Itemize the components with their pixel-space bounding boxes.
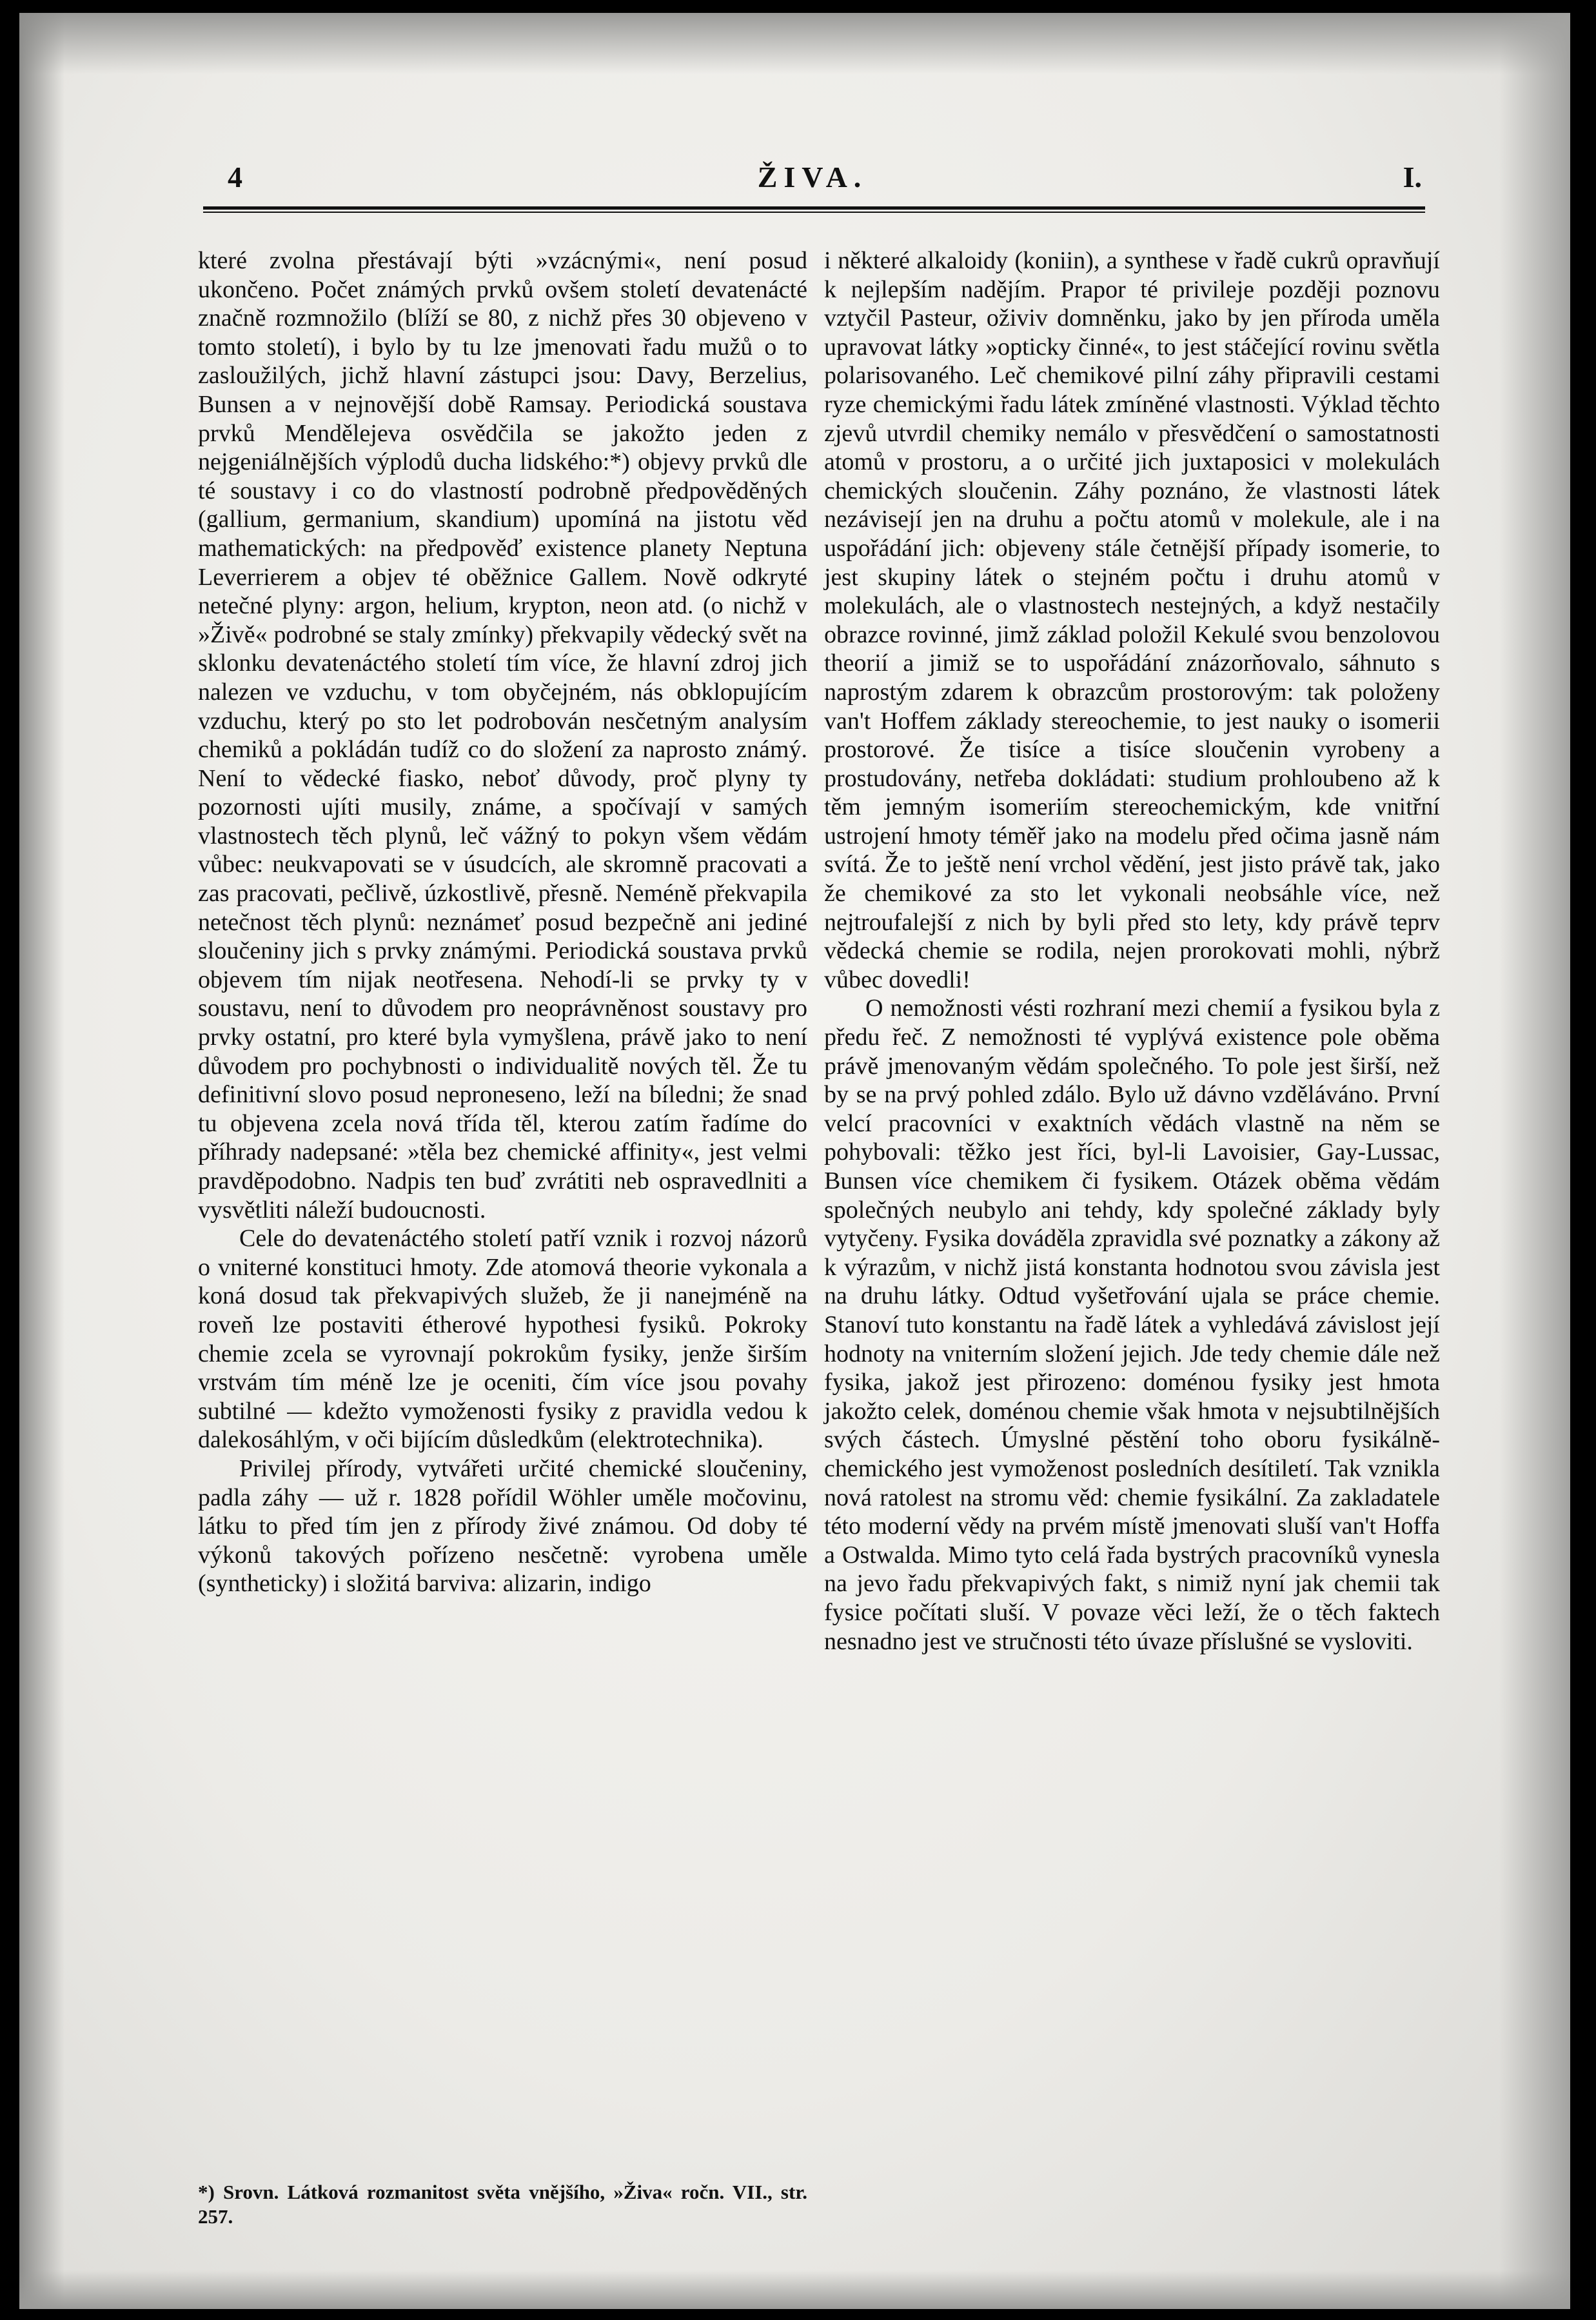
paragraph: O nemožnosti vésti rozhraní mezi chemií a fysikou byla z předu řeč. Z nemožnosti té vyplývá existence pole oběma právě jmenovaným vědám společného. To pole jest širší, než by se na prvý pohled zdálo. Bylo už dávno vzděláváno. První velcí pracovníci v exaktních vědách vlastně na něm se pohybovali: těžko jest říci, byl-li Lavoisier, Gay-Lussac, Bunsen více chemikem či fysikem. Otázek oběma vědám společných neubylo ani tehdy, kdy společné základy byly vytyčeny. Fysika dováděla zpravidla své poznatky a zákony až k výrazům, v nichž jistá konstanta hodnotou svou závisla jest na druhu látky. Odtud vyšetřování ujala se práce chemie. Stanoví tuto konstantu na řadě látek a vyhledává závislost její hodnoty na vniterním složení jejich. Jde tedy chemie dále než fysika, jakož jest přirozeno: doménou fysiky jest hmota jakožto celek, doménou chemie však hmota v nejsubtilnějších svých částech. Úmyslné pěstění toho oboru fysikálně-chemického jest vymoženost posledních desítiletí. Tak vznikla nová ratolest na stromu věd: chemie fysikální. Za zakladatele této moderní vědy na prvém místě jmenovati sluší van't Hoffa a Ostwalda. Mimo tyto celá řada bystrých pracovníků vynesla na jevo řadu překvapivých fakt, s nimiž nyní jak chemii tak fysice počítati sluší. V povaze věci leží, že o těch faktech nesnadno jest ve stručnosti této úvaze příslušné se vysloviti. <box>824 995 1440 1655</box>
paragraph: Privilej přírody, vytvářeti určité chemické sloučeniny, padla záhy — už r. 1828 pořídil Wöhler uměle močovinu, látku to před tím jen z přírody živé známou. Od doby té výkonů takových pořízeno nesčetně: vyrobena uměle (syntheticky) i složitá barviva: alizarin, indigo <box>198 1454 807 1598</box>
paragraph: které zvolna přestávají býti »vzácnými«, není posud ukončeno. Počet známých prvků ovšem století devatenácté značně rozmnožilo (blíží se 80, z nichž přes 30 objeveno v tomto století), i bylo by tu lze jmenovati řadu mužů o to zasloužilých, jichž hlavní zástupci jsou: Davy, Berzelius, Bunsen a v nejnovější době Ramsay. Periodická soustava prvků Mendělejeva osvědčila se jakožto jeden z nejgeniálnějších výplodů ducha lidského:*) objevy prvků dle té soustavy i co do vlastností podrobně předpověděných (gallium, germanium, skandium) upomíná na jistotu věd mathematických: na předpověď existence planety Neptuna Leverrierem a objev té oběžnice Gallem. Nově odkryté netečné plyny: argon, helium, krypton, neon atd. (o nichž v »Živě« podrobné se staly zmínky) překvapily vědecký svět na sklonku devatenáctého století tím více, že hlavní zdroj jich nalezen ve vzduchu, v tom obyčejném, nás obklopujícím vzduchu, který po sto let podrobován nesčetným analysím chemiků a pokládán tudíž co do složení za naprosto známý. Není to vědecké fiasko, neboť důvody, proč plyny ty pozornosti ujíti musily, známe, a spočívají v samých vlastnostech těch plynů, leč vážný to pokyn všem vědám vůbec: neukvapovati se v úsudcích, ale skromně pracovati a zas pracovati, pečlivě, úzkostlivě, přesně. Neméně překvapila netečnost těch plynů: neznámeť posud bezpečně ani jediné sloučeniny jich s prvky známými. Periodická soustava prvků objevem tím nijak neotřesena. Nehodí-li se prvky ty v soustavu, není to důvodem pro neoprávněnost soustavy pro prvky ostatní, pro které byla vymyšlena, právě jako to není důvodem pro pochybnosti o individualitě nových těl. Že tu definitivní slovo posud neproneseno, leží na bíledni; že snad tu objevena zcela nová třída těl, kterou zatím řadíme do příhrady nadepsané: »těla bez chemické affinity«, jest velmi pravděpodobno. Nadpis ten buď zvrátiti neb ospravedlniti a vysvětliti náleží budoucnosti. <box>198 247 807 1224</box>
header-rule <box>203 206 1425 213</box>
footnote: *) Srovn. Látková rozmanitost světa vnějšího, »Živa« ročn. VII., str. 257. <box>198 2181 807 2228</box>
volume-number: I. <box>1403 161 1422 193</box>
left-column <box>198 246 807 1598</box>
scan-shadow-right <box>1499 13 1570 2309</box>
paragraph: i některé alkaloidy (koniin), a synthese v řadě cukrů opravňují k nejlepším nadějím. Prapor té privileje později poznovu vztyčil Pasteur, oživiv domněnku, jako by jen příroda uměla upravovat látky »opticky činné«, to jest stáčející rovinu světla polarisovaného. Leč chemikové pilní záhy připravili cestami ryze chemickými řadu látek zmíněné vlastnosti. Výklad těchto zjevů utvrdil chemiky nemálo v přesvědčení o samostatnosti atomů v prostoru, a o určité jich juxtaposici v molekulách chemických sloučenin. Záhy poznáno, že vlastnosti látek nezávisejí jen na druhu a počtu atomů v molekule, ale i na uspořádání jich: objeveny stále četnější případy isomerie, to jest skupiny látek o stejném počtu i druhu atomů v molekulách, ale o vlastnostech nestejných, a když nestačily obrazce rovinné, jimž základ položil Kekulé svou benzolovou theorií a jimiž se to uspořádání znázorňovalo, sáhnuto s naprostým zdarem k obrazcům prostorovým: tak položeny van't Hoffem základy stereochemie, to jest nauky o isomerii prostorové. Že tisíce a tisíce sloučenin vyrobeny a prostudovány, netřeba dokládati: studium prohloubeno až k těm jemným isomeriím stereochemickým, kde vnitřní ustrojení hmoty téměř jako na modelu před očima jasně nám svítá. Že to ještě není vrchol vědění, jest jisto právě tak, jako že chemikové za sto let vykonali neobsáhle více, než nejtroufalejší z nich by byli před sto lety, kdy právě teprv vědecká chemie se rodila, nejen prorokovati mohli, nýbrž vůbec dovedli! <box>824 247 1440 993</box>
paragraph: Cele do devatenáctého století patří vznik i rozvoj názorů o vniterné konstituci hmoty. Zde atomová theorie vykonala a koná dosud tak překvapivých služeb, že ji nanejméně na roveň lze postaviti étherové hypothesi fysiků. Pokroky chemie zcela se vyrovnají pokrokům fysiky, jenže širším vrstvám tím méně lze je oceniti, čím více jsou povahy subtilné — kdežto vymoženosti fysiky z pravidla vedou k dalekosáhlým, v oči bijícím důsledkům (elektrotechnika). <box>198 1225 807 1454</box>
scanned-page <box>19 13 1570 2309</box>
scan-shadow-top <box>19 13 1570 74</box>
footnote-rule <box>198 2161 359 2162</box>
right-column <box>824 246 1440 1656</box>
running-header <box>203 160 1422 205</box>
page-number: 4 <box>228 161 242 193</box>
scan-shadow-bottom <box>19 2270 1570 2309</box>
journal-title: ŽIVA. <box>757 161 868 193</box>
scan-shadow-left <box>19 13 64 2309</box>
